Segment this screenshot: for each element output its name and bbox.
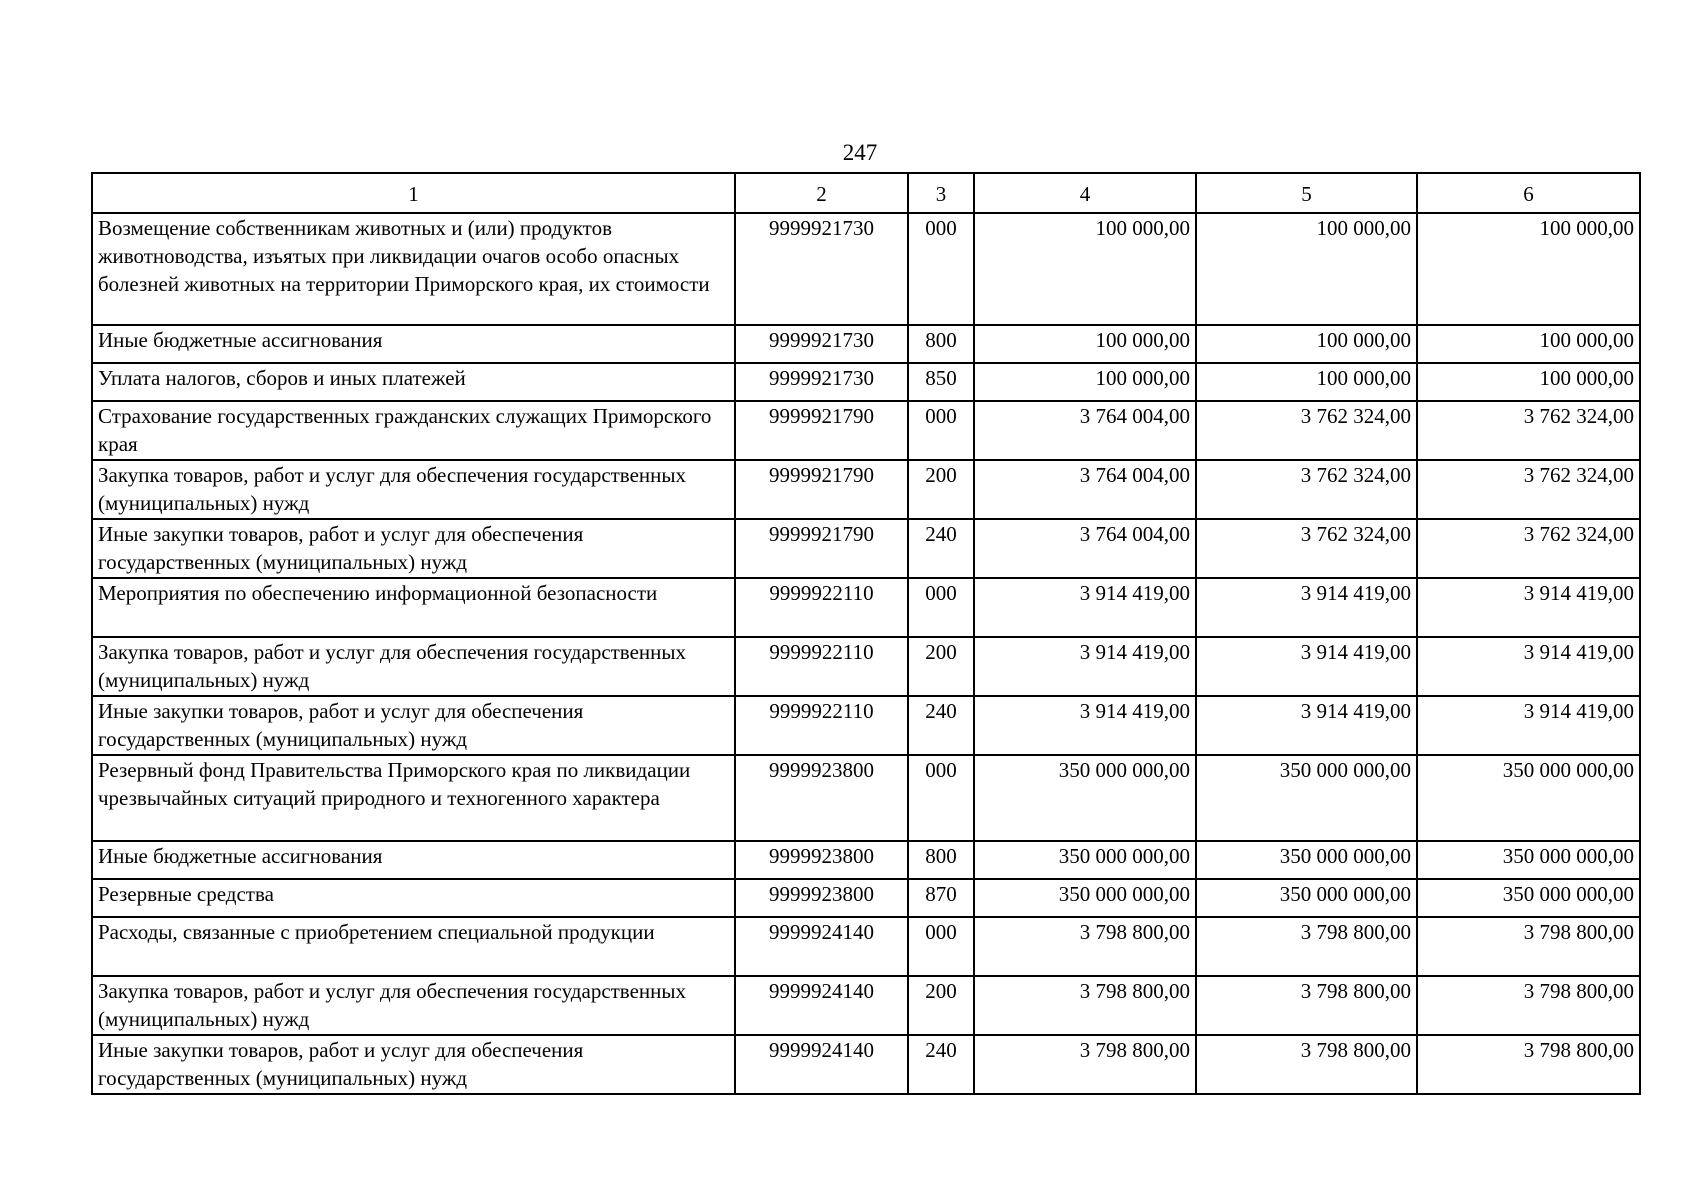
amount-col-6: 100 000,00 — [1417, 213, 1640, 325]
amount-col-6: 3 914 419,00 — [1417, 696, 1640, 755]
amount-col-5: 3 798 800,00 — [1196, 976, 1417, 1035]
amount-col-5: 3 914 419,00 — [1196, 696, 1417, 755]
item-name: Расходы, связанные с приобретением специальной продукции — [92, 917, 735, 976]
amount-col-4: 3 798 800,00 — [974, 976, 1196, 1035]
amount-col-4: 350 000 000,00 — [974, 755, 1196, 841]
amount-col-6: 3 914 419,00 — [1417, 637, 1640, 696]
target-code: 9999922110 — [735, 637, 908, 696]
expense-type: 000 — [908, 401, 974, 460]
column-header-5: 5 — [1196, 173, 1417, 213]
table-row — [92, 460, 1640, 519]
target-code: 9999924140 — [735, 976, 908, 1035]
target-code: 9999923800 — [735, 755, 908, 841]
amount-col-5: 350 000 000,00 — [1196, 755, 1417, 841]
amount-col-5: 3 914 419,00 — [1196, 578, 1417, 637]
budget-table — [91, 172, 1641, 1095]
amount-col-4: 3 798 800,00 — [974, 1035, 1196, 1094]
amount-col-5: 100 000,00 — [1196, 325, 1417, 363]
amount-col-4: 3 914 419,00 — [974, 696, 1196, 755]
page-number: 247 — [842, 140, 878, 165]
amount-col-4: 3 914 419,00 — [974, 578, 1196, 637]
column-header-4: 4 — [974, 173, 1196, 213]
expense-type: 870 — [908, 879, 974, 917]
item-name: Закупка товаров, работ и услуг для обеспечения государственных (муниципальных) нужд — [92, 976, 735, 1035]
expense-type: 240 — [908, 696, 974, 755]
item-name: Иные закупки товаров, работ и услуг для обеспечения государственных (муниципальных) нужд — [92, 1035, 735, 1094]
item-name: Иные закупки товаров, работ и услуг для обеспечения государственных (муниципальных) нужд — [92, 696, 735, 755]
column-header-1: 1 — [92, 173, 735, 213]
expense-type: 200 — [908, 460, 974, 519]
table-row — [92, 879, 1640, 917]
expense-type: 200 — [908, 976, 974, 1035]
item-name: Резервный фонд Правительства Приморского края по ликвидации чрезвычайных ситуаций природного и техногенного характера — [92, 755, 735, 841]
amount-col-4: 3 764 004,00 — [974, 460, 1196, 519]
amount-col-5: 350 000 000,00 — [1196, 879, 1417, 917]
table-row — [92, 976, 1640, 1035]
item-name: Закупка товаров, работ и услуг для обеспечения государственных (муниципальных) нужд — [92, 460, 735, 519]
amount-col-5: 100 000,00 — [1196, 363, 1417, 401]
amount-col-4: 350 000 000,00 — [974, 841, 1196, 879]
target-code: 9999923800 — [735, 879, 908, 917]
table-row — [92, 1035, 1640, 1094]
table-row — [92, 519, 1640, 578]
table-row — [92, 578, 1640, 637]
amount-col-6: 3 762 324,00 — [1417, 460, 1640, 519]
target-code: 9999924140 — [735, 1035, 908, 1094]
amount-col-5: 3 798 800,00 — [1196, 1035, 1417, 1094]
table-row — [92, 696, 1640, 755]
item-name: Уплата налогов, сборов и иных платежей — [92, 363, 735, 401]
expense-type: 240 — [908, 519, 974, 578]
column-header-2: 2 — [735, 173, 908, 213]
amount-col-6: 100 000,00 — [1417, 325, 1640, 363]
table-row — [92, 637, 1640, 696]
amount-col-6: 3 798 800,00 — [1417, 917, 1640, 976]
table-row — [92, 401, 1640, 460]
expense-type: 850 — [908, 363, 974, 401]
table-row — [92, 325, 1640, 363]
amount-col-5: 3 762 324,00 — [1196, 519, 1417, 578]
target-code: 9999921790 — [735, 519, 908, 578]
target-code: 9999922110 — [735, 696, 908, 755]
table-row — [92, 917, 1640, 976]
target-code: 9999924140 — [735, 917, 908, 976]
item-name: Страхование государственных гражданских служащих Приморского края — [92, 401, 735, 460]
amount-col-6: 3 798 800,00 — [1417, 976, 1640, 1035]
target-code: 9999921790 — [735, 401, 908, 460]
amount-col-4: 350 000 000,00 — [974, 879, 1196, 917]
amount-col-5: 3 914 419,00 — [1196, 637, 1417, 696]
item-name: Иные закупки товаров, работ и услуг для обеспечения государственных (муниципальных) нужд — [92, 519, 735, 578]
expense-type: 000 — [908, 755, 974, 841]
amount-col-5: 350 000 000,00 — [1196, 841, 1417, 879]
amount-col-6: 3 762 324,00 — [1417, 401, 1640, 460]
expense-type: 800 — [908, 325, 974, 363]
table-row — [92, 363, 1640, 401]
table-row — [92, 213, 1640, 325]
amount-col-4: 100 000,00 — [974, 325, 1196, 363]
item-name: Резервные средства — [92, 879, 735, 917]
item-name: Иные бюджетные ассигнования — [92, 841, 735, 879]
amount-col-5: 3 762 324,00 — [1196, 460, 1417, 519]
expense-type: 000 — [908, 578, 974, 637]
amount-col-4: 3 764 004,00 — [974, 401, 1196, 460]
table-row — [92, 755, 1640, 841]
amount-col-4: 100 000,00 — [974, 363, 1196, 401]
amount-col-6: 350 000 000,00 — [1417, 755, 1640, 841]
column-header-6: 6 — [1417, 173, 1640, 213]
item-name: Мероприятия по обеспечению информационной безопасности — [92, 578, 735, 637]
expense-type: 000 — [908, 213, 974, 325]
item-name: Закупка товаров, работ и услуг для обеспечения государственных (муниципальных) нужд — [92, 637, 735, 696]
amount-col-6: 3 762 324,00 — [1417, 519, 1640, 578]
target-code: 9999921730 — [735, 213, 908, 325]
amount-col-4: 3 764 004,00 — [974, 519, 1196, 578]
item-name: Иные бюджетные ассигнования — [92, 325, 735, 363]
table-header-row — [92, 173, 1640, 213]
target-code: 9999921790 — [735, 460, 908, 519]
amount-col-5: 3 762 324,00 — [1196, 401, 1417, 460]
amount-col-6: 3 914 419,00 — [1417, 578, 1640, 637]
target-code: 9999922110 — [735, 578, 908, 637]
amount-col-6: 350 000 000,00 — [1417, 879, 1640, 917]
amount-col-4: 3 798 800,00 — [974, 917, 1196, 976]
expense-type: 240 — [908, 1035, 974, 1094]
expense-type: 800 — [908, 841, 974, 879]
expense-type: 200 — [908, 637, 974, 696]
expense-type: 000 — [908, 917, 974, 976]
amount-col-4: 100 000,00 — [974, 213, 1196, 325]
amount-col-5: 100 000,00 — [1196, 213, 1417, 325]
target-code: 9999921730 — [735, 325, 908, 363]
column-header-3: 3 — [908, 173, 974, 213]
table-row — [92, 841, 1640, 879]
amount-col-4: 3 914 419,00 — [974, 637, 1196, 696]
amount-col-6: 350 000 000,00 — [1417, 841, 1640, 879]
amount-col-5: 3 798 800,00 — [1196, 917, 1417, 976]
target-code: 9999921730 — [735, 363, 908, 401]
amount-col-6: 100 000,00 — [1417, 363, 1640, 401]
amount-col-6: 3 798 800,00 — [1417, 1035, 1640, 1094]
target-code: 9999923800 — [735, 841, 908, 879]
item-name: Возмещение собственникам животных и (или) продуктов животноводства, изъятых при ликвидации очагов особо опасных болезней животных на территории Приморского края, их стоимости — [92, 213, 735, 325]
